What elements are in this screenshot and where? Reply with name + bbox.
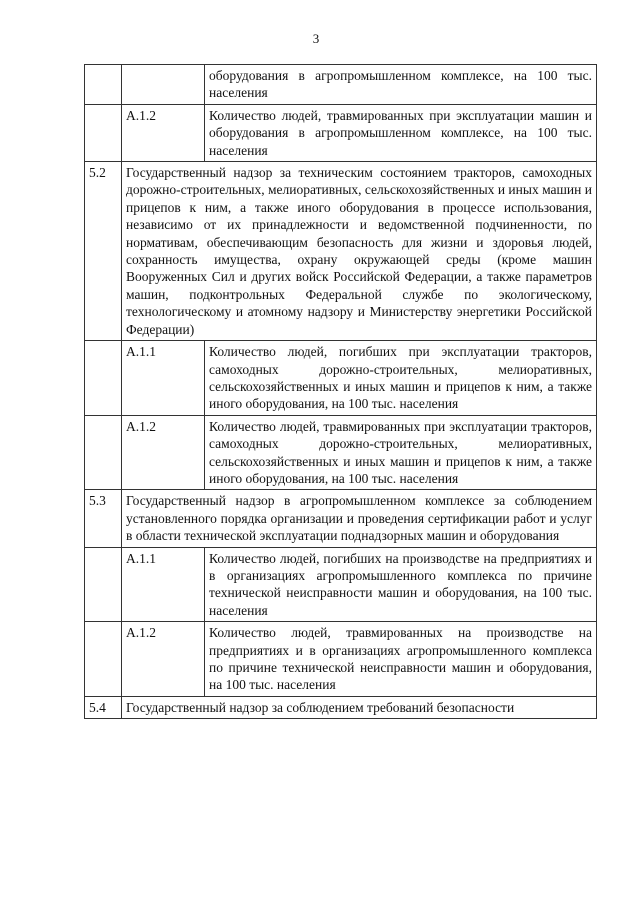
indicator-description: Количество людей, травмированных на производстве на предприятиях и в организациях агропромышленного комплекса по причине технической неисправности машин и оборудования, на 100 тыс. населения <box>205 622 597 697</box>
page-number: 3 <box>312 31 320 46</box>
table-row <box>85 104 597 161</box>
section-title: Государственный надзор за техническим состоянием тракторов, самоходных дорожно-строительных, мелиоративных, сельскохозяйственных и иных машин и прицепов к ним, а также иного оборудования в процессе использования, независимо от их принадлежности и ведомственной подчиненности, по нормативам, обеспечивающим безопасность для жизни и здоровья людей, сохранность имущества, охрану окружающей среды (кроме машин Вооруженных Сил и других войск Российской Федерации, а также параметров машин, подконтрольных Федеральной службе по экологическому, технологическому и атомному надзору и Министерству энергетики Российской Федерации) <box>122 162 597 341</box>
section-number-cell <box>85 65 122 105</box>
section-number-cell <box>85 622 122 697</box>
table-row <box>85 696 597 718</box>
indicator-description: Количество людей, погибших на производстве на предприятиях и в организациях агропромышленного комплекса по причине технической неисправности машин и оборудования, на 100 тыс. населения <box>205 547 597 622</box>
section-number: 5.2 <box>85 162 122 341</box>
indicators-table <box>84 64 597 719</box>
section-number-cell <box>85 341 122 416</box>
indicator-code: А.1.1 <box>122 341 205 416</box>
section-number-cell <box>85 415 122 490</box>
indicator-code: А.1.2 <box>122 104 205 161</box>
table-row <box>85 162 597 341</box>
section-number-cell <box>85 104 122 161</box>
indicator-code: А.1.2 <box>122 415 205 490</box>
table-row <box>85 622 597 697</box>
table-row <box>85 341 597 416</box>
table-row <box>85 415 597 490</box>
section-number-cell <box>85 547 122 622</box>
indicator-code: А.1.2 <box>122 622 205 697</box>
table-row <box>85 65 597 105</box>
section-number: 5.4 <box>85 696 122 718</box>
indicator-description: Количество людей, погибших при эксплуатации тракторов, самоходных дорожно-строительных, мелиоративных, сельскохозяйственных и иных машин и прицепов к ним, а также иного оборудования, на 100 тыс. населения <box>205 341 597 416</box>
section-number: 5.3 <box>85 490 122 547</box>
table-row <box>85 490 597 547</box>
section-title: Государственный надзор в агропромышленном комплексе за соблюдением установленного порядка организации и проведения сертификации работ и услуг в области технической эксплуатации поднадзорных машин и оборудования <box>122 490 597 547</box>
table-row <box>85 547 597 622</box>
section-title: Государственный надзор за соблюдением требований безопасности <box>122 696 597 718</box>
indicator-description: оборудования в агропромышленном комплексе, на 100 тыс. населения <box>205 65 597 105</box>
indicator-description: Количество людей, травмированных при эксплуатации тракторов, самоходных дорожно-строительных, мелиоративных, сельскохозяйственных и иных машин и прицепов к ним, а также иного оборудования, на 100 тыс. населения <box>205 415 597 490</box>
indicator-description: Количество людей, травмированных при эксплуатации машин и оборудования в агропромышленном комплексе, на 100 тыс. населения <box>205 104 597 161</box>
indicator-code-cell <box>122 65 205 105</box>
indicator-code: А.1.1 <box>122 547 205 622</box>
